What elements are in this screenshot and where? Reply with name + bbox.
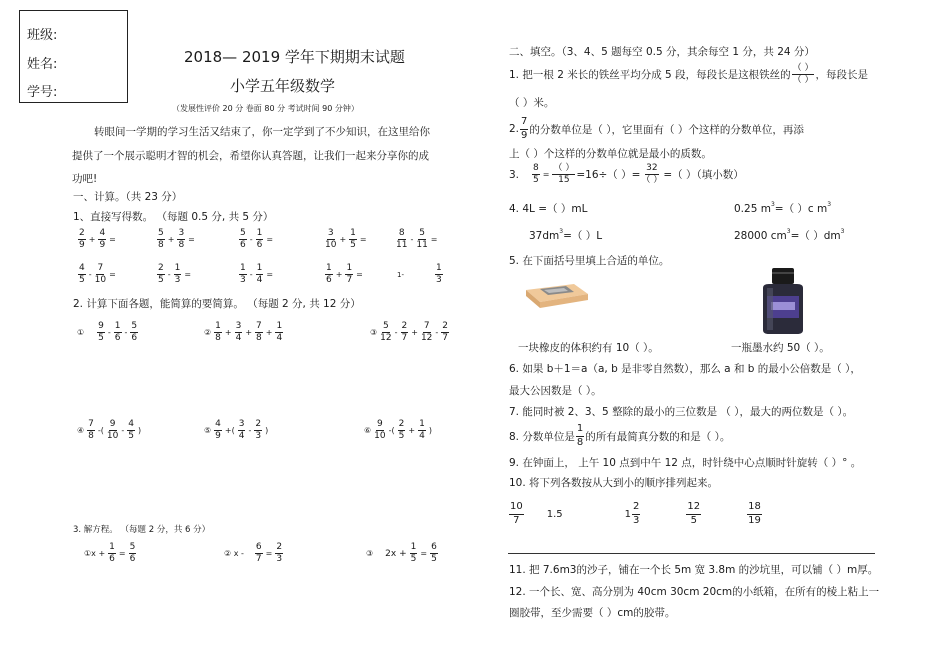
calc-problem-1: ① 9 5 - 1 6 - 5 6 bbox=[77, 321, 138, 344]
equation-3: ③ 2x + $\frac{1}{5}$ = $\frac{6}{5}$ bbox=[366, 542, 437, 565]
direct-calc-item: 2 5 - $\frac{1}{3}$ = bbox=[158, 263, 192, 286]
ink-bottle-image bbox=[757, 266, 809, 336]
direct-calc-item: 5 6 - $\frac{1}{6}$ = bbox=[240, 228, 274, 251]
question-3: 3. $\frac{8}{5}$ = （ ） 15 =16÷（ ）= 32 （ ） =（ ）（填小数） bbox=[509, 163, 744, 186]
intro-line: 功吧! bbox=[72, 173, 98, 185]
direct-calc-item: 1 3 - $\frac{1}{4}$ = bbox=[240, 263, 274, 286]
section-1-2-heading: 2. 计算下面各题，能简算的要简算。 （每题 2 分, 共 12 分） bbox=[73, 298, 361, 310]
exam-subtitle: 小学五年级数学 bbox=[230, 77, 336, 95]
intro-line: 提供了一个展示聪明才智的机会，希望你认真答题，让我们一起来分享你的成 bbox=[72, 150, 429, 162]
section-2-heading: 二、填空。（3、4、5 题每空 0.5 分，其余每空 1 分，共 24 分） bbox=[509, 46, 815, 58]
question-9: 9. 在钟面上， 上午 10 点到中午 12 点，时针绕中心点顺时针旋转（ ）° 。 bbox=[509, 457, 862, 469]
exam-title: 2018— 2019 学年下期期末试题 bbox=[184, 48, 405, 66]
question-10: 10. 将下列各数按从大到小的顺序排列起来。 bbox=[509, 477, 719, 489]
question-12: 12. 一个长、宽、高分别为 40cm 30cm 20cm的小纸箱，在所有的棱上粘上一 bbox=[509, 586, 880, 598]
direct-calc-item: 1 6 + $\frac{1}{7}$ = bbox=[326, 263, 363, 286]
question-7: 7. 能同时被 2、3、5 整除的最小的三位数是 （ ），最大的两位数是（ ）。 bbox=[509, 406, 854, 418]
question-5a: 一块橡皮的体积约有 10（ ）。 bbox=[518, 342, 659, 354]
question-1: 1. 把一根 2 米长的铁丝平均分成 5 段，每段长是这根铁丝的 （ ） （ ） ，每段长是 bbox=[509, 63, 868, 86]
calc-problem-2: ② 1 8 + $\frac{3}{4}$ + $\frac{7}{8}$ + $\frac{1}{4}$ bbox=[204, 321, 283, 344]
question-1-cont: （ ）米。 bbox=[509, 97, 555, 109]
calc-problem-4: ④ 7 8 -( 9 10 - 4 5 ) bbox=[77, 419, 142, 442]
direct-calc-item: 4 5 - $\frac{7}{10}$ = bbox=[79, 263, 116, 286]
calc-problem-5: ⑤ 4 9 +( 3 4 - 2 3 ) bbox=[204, 419, 269, 442]
question-4d: 28000 $cm^3=$（ ）$dm^3$ bbox=[734, 228, 845, 242]
eraser-image bbox=[522, 280, 590, 310]
question-5: 5. 在下面括号里填上合适的单位。 bbox=[509, 255, 670, 267]
name-label: 姓名: bbox=[27, 57, 58, 72]
question-12-cont: 圈胶带，至少需要（ ）cm的胶带。 bbox=[509, 607, 676, 619]
question-8: 8. 分数单位是 1 8 的所有最简真分数的和是（ ）。 bbox=[509, 423, 731, 448]
question-11: 11. 把 7.6m3的沙子，铺在一个长 5m 宽 3.8m 的沙坑里，可以铺（ ）m厚。 bbox=[509, 564, 879, 576]
question-5b: 一瓶墨水约 50（ ）。 bbox=[731, 342, 830, 354]
question-10-numbers: 10 7 1.5 1 2 3 12 5 18 19 bbox=[510, 501, 761, 526]
question-4b: 0.25 $m^3=$（ ）c $m^3$ bbox=[734, 201, 832, 215]
question-2: 2. 7 9 的分数单位是（ ），它里面有（ ）个这样的分数单位，再添 bbox=[509, 116, 804, 141]
direct-calc-item: 2 9 + $\frac{4}{9}$ = bbox=[79, 228, 116, 251]
student-info-box bbox=[19, 10, 128, 103]
question-6: 6. 如果 b＋1＝a（a, b 是非零自然数），那么 a 和 b 的最小公倍数是（ ）， bbox=[509, 363, 861, 375]
question-4c: $37dm^3=$（ ）L bbox=[529, 228, 603, 242]
section-1-1-heading: 1、直接写得数。 （每题 0.5 分, 共 5 分） bbox=[73, 211, 274, 223]
question-6-cont: 最大公因数是（ ）。 bbox=[509, 385, 602, 397]
intro-line: 转眼间一学期的学习生活又结束了，你一定学到了不少知识，在这里给你 bbox=[94, 126, 430, 138]
calc-problem-3: ③ 5 12 - 2 7 + $\frac{7}{12}$ - 2 7 bbox=[370, 321, 449, 344]
equation-1: ①x + $\frac{1}{6}$ = $\frac{5}{6}$ bbox=[84, 542, 136, 565]
question-4a: 4. 4L =（ ）mL bbox=[509, 203, 588, 215]
section-1-heading: 一、计算。（共 23 分） bbox=[73, 191, 183, 203]
direct-calc-item: 3 10 + $\frac{1}{5}$ = bbox=[325, 228, 367, 251]
calc-problem-6: ⑥ 9 10 -( 2 5 + $\frac{1}{4}$ ) bbox=[364, 419, 432, 442]
exam-info: （发展性评价 20 分 卷面 80 分 考试时间 90 分钟） bbox=[172, 104, 359, 113]
id-label: 学号: bbox=[27, 85, 58, 100]
section-1-3-heading: 3. 解方程。 （每题 2 分，共 6 分） bbox=[73, 525, 211, 535]
direct-calc-item: 1- 1 3 bbox=[397, 263, 442, 286]
question-2-cont: 上（ ）个这样的分数单位就是最小的质数。 bbox=[509, 148, 712, 160]
answer-line bbox=[508, 553, 875, 554]
direct-calc-item: 5 8 + $\frac{3}{8}$ = bbox=[158, 228, 195, 251]
equation-2: ② x - $\frac{6}{7}$ = $\frac{2}{3}$ bbox=[224, 542, 283, 565]
direct-calc-item: 8 11 - $\frac{5}{11}$ = bbox=[396, 228, 438, 251]
class-label: 班级: bbox=[27, 28, 58, 43]
